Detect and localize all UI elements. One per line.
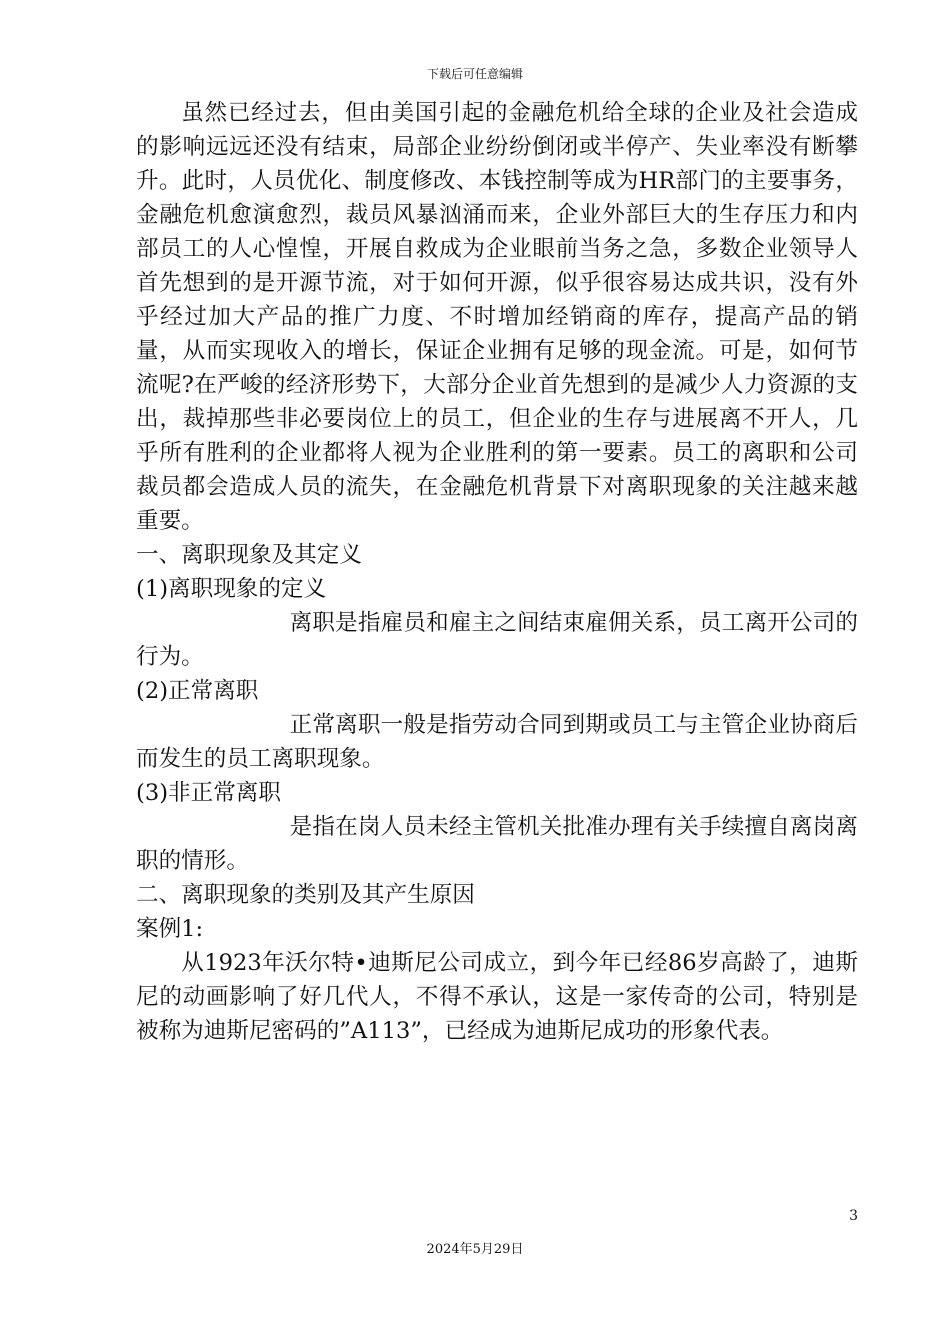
page-footer-date: 2024年5月29日 — [426, 1242, 524, 1257]
paragraph-intro: 虽然已经过去，但由美国引起的金融危机给全球的企业及社会造成的影响远远还没有结束，局部企业纷纷倒闭或半停产、失业率没有断攀升。此时，人员优化、制度修改、本钱控制等成为HR部门的主要事务，金融危机愈演愈烈，裁员风暴汹涌而来，企业外部巨大的生存压力和内部员工的人心惶惶，开展自救成为企业眼前当务之急，多数企业领导人首先想到的是开源节流，对于如何开源，似乎很容易达成共识，没有外乎经过加大产品的推广力度、不时增加经销商的库存，提高产品的销量，从而实现收入的增长，保证企业拥有足够的现金流。可是，如何节流呢?在严峻的经济形势下，大部分企业首先想到的是减少人力资源的支出，裁掉那些非必要岗位上的员工，但企业的生存与进展离不开人，几乎所有胜利的企业都将人视为企业胜利的第一要素。员工的离职和公司裁员都会造成人员的流失，在金融危机背景下对离职现象的关注越来越重要。 — [136, 100, 858, 534]
subheading-definition: (1)离职现象的定义 — [136, 576, 327, 602]
paragraph-definition: 离职是指雇员和雇主之间结束雇佣关系，员工离开公司的行为。 — [136, 610, 858, 670]
case-label: 案例1: — [136, 916, 204, 942]
subheading-normal-resignation: (2)正常离职 — [136, 678, 259, 704]
section-heading-1: 一、离职现象及其定义 — [136, 542, 362, 568]
page-number: 3 — [849, 1208, 858, 1224]
page-header: 下载后可任意编辑 — [426, 67, 523, 81]
paragraph-case: 从1923年沃尔特•迪斯尼公司成立，到今年已经86岁高龄了，迪斯尼的动画影响了好几代人，不得不承认，这是一家传奇的公司，特别是被称为迪斯尼密码的”A113”，已经成为迪斯尼成功的形象代表。 — [136, 950, 858, 1044]
section-heading-2: 二、离职现象的类别及其产生原因 — [136, 882, 475, 908]
paragraph-abnormal-resignation: 是指在岗人员未经主管机关批准办理有关手续擅自离岗离职的情形。 — [136, 814, 858, 874]
subheading-abnormal-resignation: (3)非正常离职 — [136, 780, 281, 806]
paragraph-normal-resignation: 正常离职一般是指劳动合同到期或员工与主管企业协商后而发生的员工离职现象。 — [136, 712, 858, 772]
document-body — [136, 96, 858, 1048]
